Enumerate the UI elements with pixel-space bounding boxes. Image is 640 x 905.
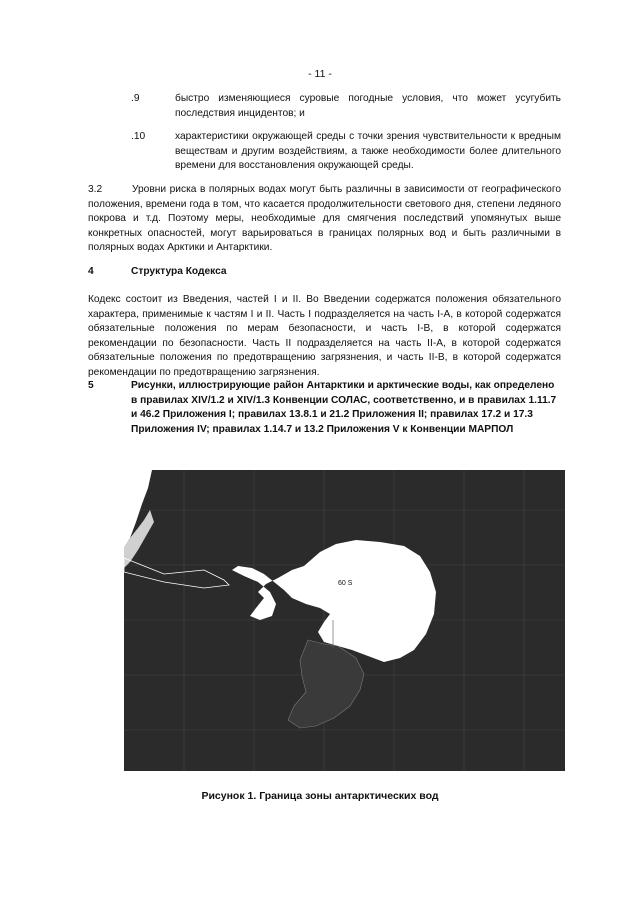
list-item-number: .10 (131, 131, 146, 142)
antarctic-map (124, 470, 565, 771)
list-item-text: быстро изменяющиеся суровые погодные условия, что может усугубить последствия инцидентов; и (175, 93, 561, 119)
paragraph-text: Уровни риска в полярных водах могут быть различны в зависимости от географического положения, времени года в том, что касается продолжительности светового дня, степени ледяного покрова и т.д. Поэтому меры, необходимые для смягчения последствий упомянутых выше конкретных опасностей, могут варьироваться в границах полярных вод и быть различными в полярных водах Арктики и Антарктики. (88, 184, 561, 254)
section-number: 5 (88, 380, 94, 391)
section-title: Рисунки, иллюстрирующие район Антарктики и арктические воды, как определено в правилах XIV/1.2 и XIV/1.3 Конвенции СОЛАС, соответственно, и в правилах 1.11.7 и 46.2 Приложения I; правилах 13.8.1 и 21.2 Приложения II; правилах 17.2 и 17.3 Приложения IV; правилах 1.14.7 и 13.2 Приложения V к Конвенции МАРПОЛ (131, 380, 557, 435)
section-number: 4 (88, 266, 94, 277)
section-title: Структура Кодекса (131, 266, 227, 277)
list-item-text: характеристики окружающей среды с точки зрения чувствительности к вредным веществам и другим воздействиям, а также необходимости более длительного времени для восстановления окружающей среды. (175, 131, 561, 172)
antarctic-map-figure (124, 470, 565, 771)
list-item-number: .9 (131, 93, 140, 104)
latitude-label: 60 S (338, 580, 353, 587)
figure-caption: Рисунок 1. Граница зоны антарктических вод (201, 790, 439, 802)
paragraph-3-2 (88, 183, 561, 256)
paragraph-4: Кодекс состоит из Введения, частей I и II. Во Введении содержатся положения обязательного характера, применимые к частям I и II. Часть I подразделяется на часть I-A, в которой содержатся обязательные положения по мерам безопасности, и часть I-B, в которой содержатся рекомендации по безопасности. Часть II подразделяется на часть II-A, в которой содержатся обязательные положения по предотвращению загрязнения, и часть II-B, в которой содержатся рекомендации по предотвращению загрязнения. (88, 294, 561, 378)
page-number: - 11 - (308, 68, 332, 80)
paragraph-number: 3.2 (88, 184, 103, 195)
